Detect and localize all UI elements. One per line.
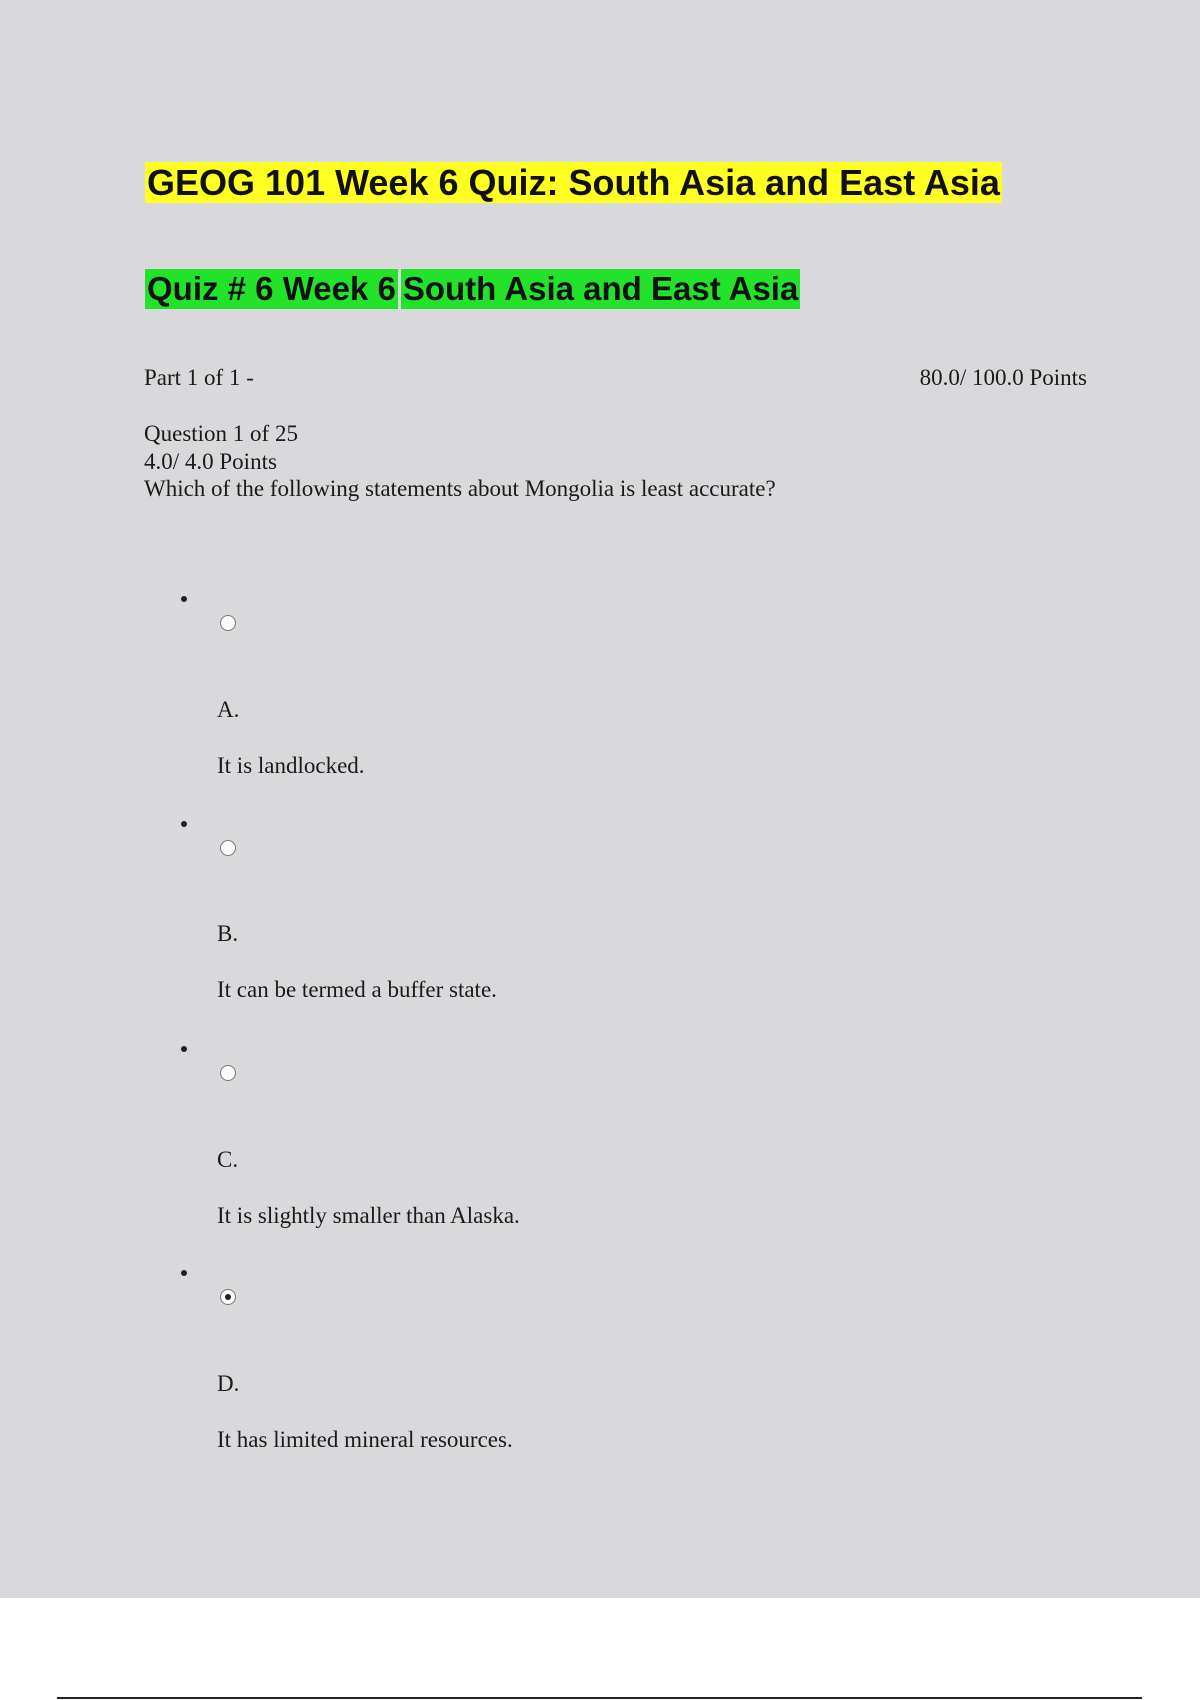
document-subtitle	[145, 269, 800, 309]
subtitle-part-2: South Asia and East Asia	[402, 270, 799, 307]
subtitle-part-1: Quiz # 6 Week 6	[147, 270, 396, 307]
list-bullet	[181, 1270, 187, 1276]
list-bullet	[181, 821, 187, 827]
option-a-text: It is landlocked.	[217, 753, 365, 778]
list-bullet	[181, 1046, 187, 1052]
option-c-letter: C.	[217, 1147, 239, 1172]
option-d-text: It has limited mineral resources.	[217, 1427, 513, 1452]
part-label: Part 1 of 1 -	[144, 365, 254, 390]
question-number: Question 1 of 25	[144, 421, 298, 446]
option-b-radio[interactable]	[220, 840, 236, 856]
document-title-text: GEOG 101 Week 6 Quiz: South Asia and East Asia	[147, 162, 1000, 203]
question-points: 4.0/ 4.0 Points	[144, 449, 277, 474]
footer-rule	[57, 1697, 1142, 1699]
option-d-letter: D.	[217, 1371, 240, 1396]
document-title	[145, 162, 1002, 204]
option-c-radio[interactable]	[220, 1065, 236, 1081]
option-a-letter: A.	[217, 697, 240, 722]
option-a-radio[interactable]	[220, 615, 236, 631]
list-bullet	[181, 596, 187, 602]
option-b-letter: B.	[217, 921, 239, 946]
option-b-text: It can be termed a buffer state.	[217, 977, 497, 1002]
question-text: Which of the following statements about Mongolia is least accurate?	[144, 476, 776, 501]
option-c-text: It is slightly smaller than Alaska.	[217, 1203, 520, 1228]
option-d-radio[interactable]	[220, 1289, 236, 1305]
part-points: 80.0/ 100.0 Points	[919, 365, 1087, 390]
